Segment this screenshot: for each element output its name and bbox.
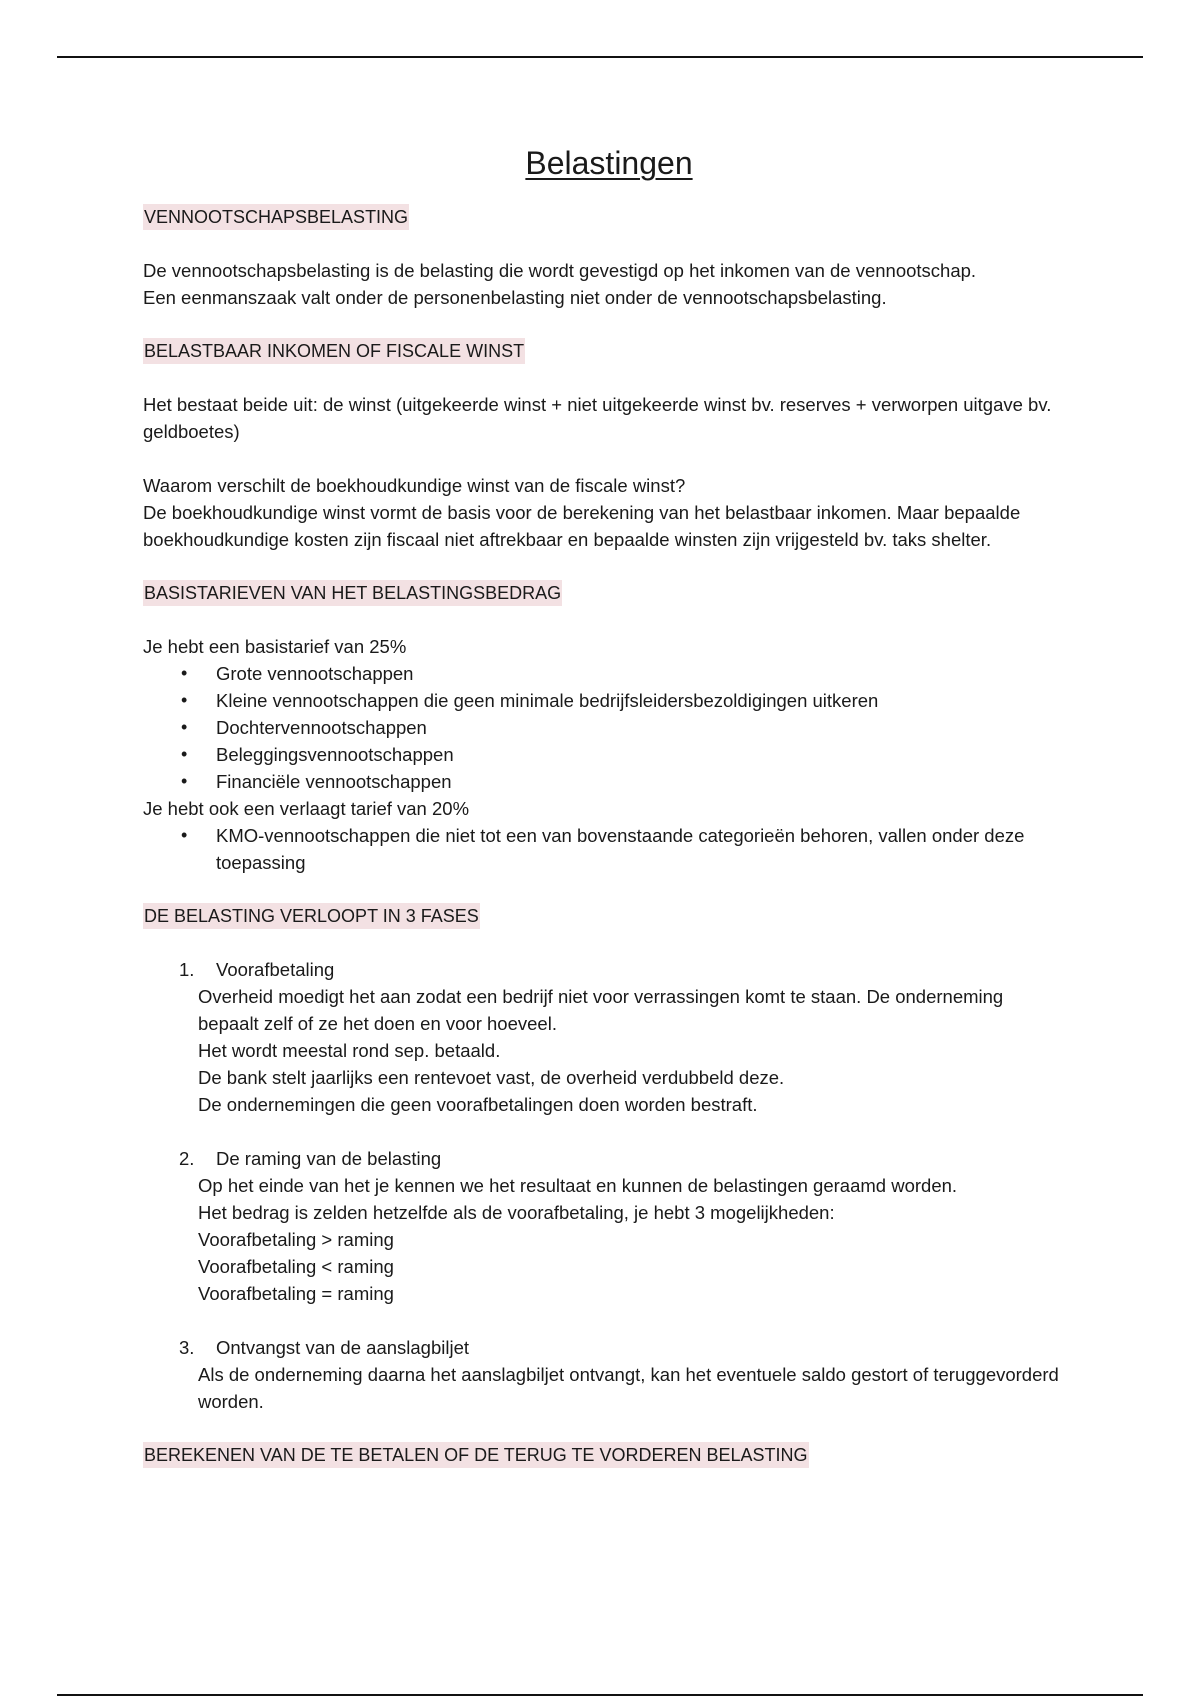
phase-line: Als de onderneming daarna het aanslagbiljet ontvangt, kan het eventuele saldo gestort of teruggevorderd worden.: [198, 1364, 1059, 1412]
section-heading-vennootschapsbelasting: VENNOOTSCHAPSBELASTING: [143, 204, 409, 230]
bullet-icon: •: [181, 663, 188, 683]
list-item-text: KMO-vennootschappen die niet tot een van bovenstaande categorieën behoren, vallen onder deze toepassing: [216, 825, 1025, 873]
phase-title: De raming van de belasting: [216, 1148, 442, 1169]
section-heading-basistarieven: BASISTARIEVEN VAN HET BELASTINGSBEDRAG: [143, 580, 562, 606]
bullet-icon: •: [181, 825, 188, 845]
list-item-text: Kleine vennootschappen die geen minimale bedrijfsleidersbezoldigingen uitkeren: [216, 690, 879, 711]
page-title: Belastingen: [525, 145, 693, 181]
bullet-icon: •: [181, 744, 188, 764]
document-page: [143, 140, 1063, 1468]
phase-line: Voorafbetaling = raming: [198, 1283, 394, 1304]
header-rule: [57, 56, 1143, 58]
phase-number: 1.: [179, 959, 195, 980]
paragraph: Je hebt ook een verlaagt tarief van 20%: [143, 798, 470, 819]
bullet-icon: •: [181, 690, 188, 710]
phase-title: Voorafbetaling: [216, 959, 335, 980]
paragraph: Het bestaat beide uit: de winst (uitgekeerde winst + niet uitgekeerde winst bv. reserves + verworpen uitgave bv. geldboetes): [143, 394, 1052, 442]
list-item: [143, 768, 1063, 795]
phase-line: Het wordt meestal rond sep. betaald.: [198, 1040, 501, 1061]
bullet-icon: •: [181, 717, 188, 737]
phase-line: Voorafbetaling < raming: [198, 1256, 394, 1277]
question: Waarom verschilt de boekhoudkundige winst van de fiscale winst?: [143, 475, 686, 496]
paragraph: Je hebt een basistarief van 25%: [143, 636, 407, 657]
phase-line: De ondernemingen die geen voorafbetalingen doen worden bestraft.: [198, 1094, 758, 1115]
footer-rule: [57, 1694, 1143, 1696]
phase-number: 3.: [179, 1337, 195, 1358]
list-item: [143, 741, 1063, 768]
phase-number: 2.: [179, 1148, 195, 1169]
phase-line: Het bedrag is zelden hetzelfde als de voorafbetaling, je hebt 3 mogelijkheden:: [198, 1202, 835, 1223]
list-item-text: Financiële vennootschappen: [216, 771, 452, 792]
section-heading-belastbaar-inkomen: BELASTBAAR INKOMEN OF FISCALE WINST: [143, 338, 525, 364]
phase-line: De bank stelt jaarlijks een rentevoet vast, de overheid verdubbeld deze.: [198, 1067, 785, 1088]
list-item: [143, 687, 1063, 714]
phase-line: Overheid moedigt het aan zodat een bedrijf niet voor verrassingen komt te staan. De onderneming bepaalt zelf of ze het doen en voor hoeveel.: [198, 986, 1004, 1034]
list-item: [143, 714, 1063, 741]
bullet-icon: •: [181, 771, 188, 791]
bullet-list: [143, 822, 1063, 876]
phase-item: [143, 1145, 1063, 1307]
paragraph: Een eenmanszaak valt onder de personenbelasting niet onder de vennootschapsbelasting.: [143, 287, 887, 308]
phase-line: Voorafbetaling > raming: [198, 1229, 394, 1250]
phase-line: Op het einde van het je kennen we het resultaat en kunnen de belastingen geraamd worden.: [198, 1175, 958, 1196]
phase-item: [143, 1334, 1063, 1415]
paragraph: De vennootschapsbelasting is de belasting die wordt gevestigd op het inkomen van de vennootschap.: [143, 260, 977, 281]
phase-title: Ontvangst van de aanslagbiljet: [216, 1337, 470, 1358]
list-item-text: Dochtervennootschappen: [216, 717, 427, 738]
list-item: [143, 822, 1063, 876]
bullet-list: [143, 660, 1063, 795]
section-heading-fases: DE BELASTING VERLOOPT IN 3 FASES: [143, 903, 480, 929]
list-item: [143, 660, 1063, 687]
list-item-text: Grote vennootschappen: [216, 663, 414, 684]
paragraph: De boekhoudkundige winst vormt de basis voor de berekening van het belastbaar inkomen. Maar bepaalde boekhoudkundige kosten zijn fiscaal niet aftrekbaar en bepaalde winsten zijn vrijgesteld bv. taks shelter.: [143, 502, 1021, 550]
list-item-text: Beleggingsvennootschappen: [216, 744, 454, 765]
section-heading-berekenen: BEREKENEN VAN DE TE BETALEN OF DE TERUG TE VORDEREN BELASTING: [143, 1442, 809, 1468]
phase-item: [143, 956, 1063, 1118]
